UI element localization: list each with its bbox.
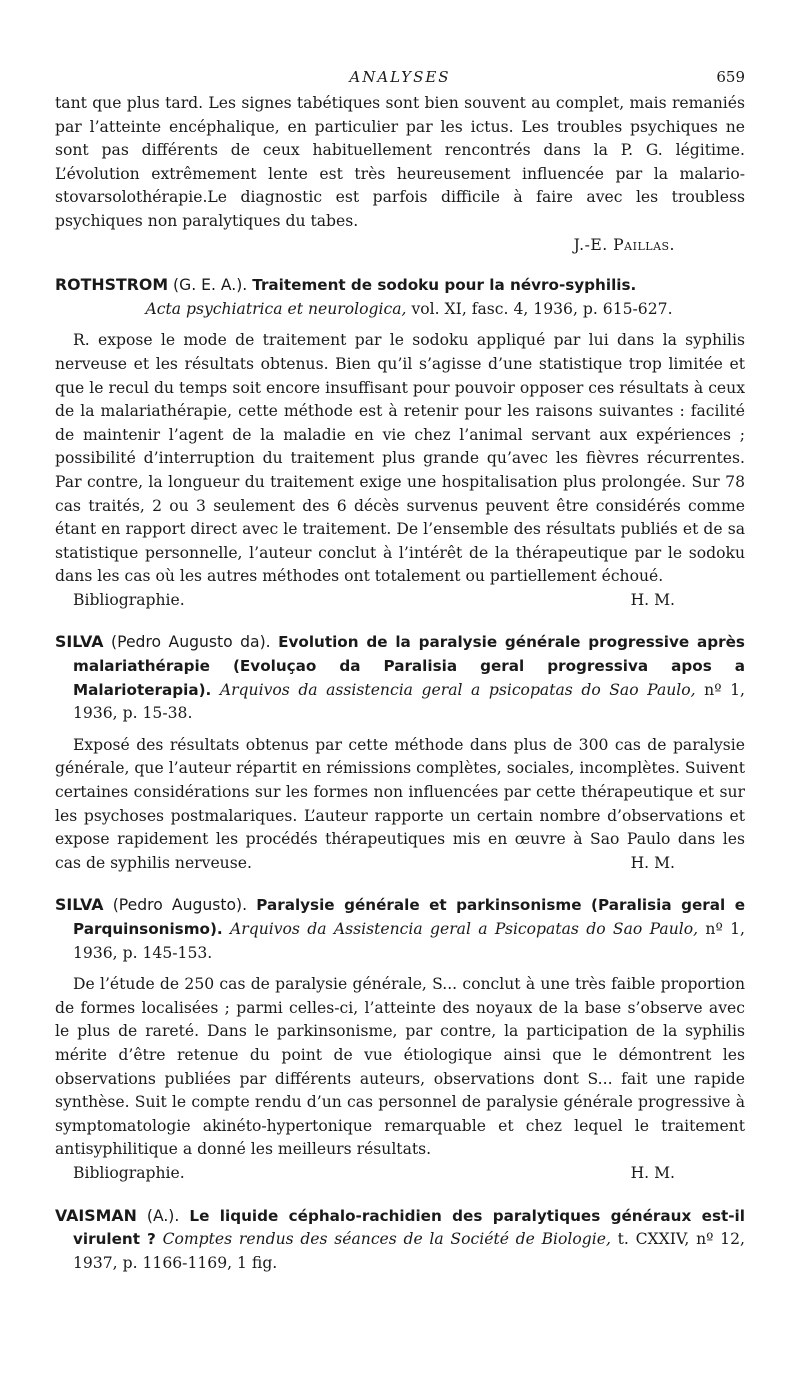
bibliography-note: Bibliographie.: [73, 1163, 185, 1182]
review-author: VAISMAN: [55, 1205, 137, 1225]
review-body: Exposé des résultats obtenus par cette méthode dans plus de 300 cas de paralysie générale, que l’auteur répartit en rémissions complètes, sociales, incomplètes. Suivent certaines considérations sur les formes non influencées par cette thérapeutique et sur les psychoses postmalariques. L’auteur rapporte un certain nombre d’observations et expose rapidement les procédés thérapeutiques mis en œuvre à Sao Paulo dans les cas de syphilis nerveuse.: [55, 735, 745, 872]
review-body: R. expose le mode de traitement par le sodoku appliqué par lui dans la syphilis nerveuse et les résultats obtenus. Bien qu’il s’agisse d’une statistique trop limitée et que le recul du temps soit encore insuffisant pour pouvoir opposer ces résultats à ceux de la malariathérapie, cette méthode est à retenir pour les raisons suivantes : facilité de maintenir l’agent de la maladie en vie chez l’animal servant aux expériences ; possibilité d’interruption du traitement plus grande qu’avec les fièvres récurrentes. Par contre, la longueur du traitement exige une hospitalisation plus prolongée. Sur 78 cas traités, 2 ou 3 seulement des 6 décès survenus peuvent être considérés comme étant en rapport direct avec le traitement. De l’ensemble des résultats publiés et de sa statistique personnelle, l’auteur conclut à l’intérêt de la thérapeutique par le sodoku dans les cas où les autres méthodes ont totalement ou partiellement échoué.: [55, 331, 745, 586]
review-silva-parkinsonisme: [55, 893, 745, 1185]
review-author-initials: (G. E. A.).: [173, 276, 248, 295]
review-silva-evolution: [55, 630, 745, 875]
review-citation-line: [73, 298, 745, 322]
review-citation: nº 1, 1936, p. 145-153.: [73, 920, 745, 962]
review-author-initials: (Pedro Augusto da).: [111, 633, 271, 652]
continued-review: [55, 92, 745, 257]
signature-line: [55, 589, 745, 613]
review-journal: Comptes rendus des séances de la Société de Biologie,: [162, 1230, 611, 1249]
review-title: Evolution de la paralysie générale progressive après malariathérapie (Evoluçao da Paralisia geral progressiva apos a Malarioterapia).: [73, 633, 745, 699]
reviewer-signature: H. M.: [630, 853, 675, 872]
reviewer-signature: J.-E. Paillas.: [573, 235, 675, 254]
review-body: De l’étude de 250 cas de paralysie générale, S... conclut à une très faible proportion de formes localisées ; parmi celles-ci, l’atteinte des noyaux de la base s’observe avec le plus de rareté. Dans le parkinsonisme, par contre, la participation de la syphilis mérite d’être retenue du point de vue étiologique ainsi que le démontrent les observations publiées par différents auteurs, observations dont S... fait une rapide synthèse. Suit le compte rendu d’un cas personnel de paralysie générale progressive à symptomatologie akinéto-hypertonique remarquable et chez lequel le traitement antisyphilitique a donné les meilleurs résultats.: [55, 975, 745, 1159]
bibliography-note: Bibliographie.: [73, 590, 185, 609]
review-author: SILVA: [55, 895, 104, 915]
review-heading: [55, 1204, 745, 1276]
continued-review-body: tant que plus tard. Les signes tabétiques sont bien souvent au complet, mais remaniés par l’atteinte encéphalique, en particulier par les ictus. Les troubles psychiques ne sont pas différents de ceux habituellement rencontrés dans la P. G. légitime. L’évolution extrêmement lente est très heureusement influencée par la malario-stovarsolothérapie.Le diagnostic est parfois difficile à faire avec les troubless psychiques non paralytiques du tabes.: [55, 94, 745, 230]
review-citation: t. CXXIV, nº 12, 1937, p. 1166-1169, 1 fig.: [73, 1230, 745, 1272]
reviewer-signature: H. M.: [630, 1163, 675, 1182]
review-citation: nº 1, 1936, p. 15-38.: [73, 680, 745, 723]
review-citation: vol. XI, fasc. 4, 1936, p. 615-627.: [411, 299, 673, 318]
signature-line: [55, 234, 745, 258]
review-title: Traitement de sodoku pour la névro-syphilis.: [252, 276, 637, 295]
review-author-initials: (A.).: [146, 1206, 180, 1225]
journal-page: [55, 60, 745, 1283]
review-heading: [55, 630, 745, 725]
review-title: Paralysie générale et parkinsonisme (Paralisia geral e Parquinsonismo).: [73, 896, 746, 938]
review-author: SILVA: [55, 632, 104, 652]
review-title: Le liquide céphalo-rachidien des paralytiques généraux est-il virulent ?: [73, 1206, 745, 1249]
review-journal: Arquivos da assistencia geral a psicopatas do Sao Paulo,: [219, 680, 696, 699]
review-journal: Arquivos da Assistencia geral a Psicopatas do Sao Paulo,: [230, 920, 699, 938]
review-rothstrom: [55, 273, 745, 612]
page-number: 659: [716, 68, 745, 86]
running-head-title: ANALYSES: [349, 68, 451, 86]
review-journal: Acta psychiatrica et neurologica,: [145, 299, 407, 318]
review-heading: [55, 273, 745, 321]
review-author: ROTHSTROM: [55, 275, 169, 295]
signature-line: [55, 1162, 745, 1186]
review-author-initials: (Pedro Augusto).: [112, 896, 248, 915]
review-heading: [55, 893, 745, 965]
reviewer-signature: H. M.: [630, 590, 675, 609]
running-head: [55, 60, 745, 88]
review-vaisman: [55, 1204, 745, 1276]
